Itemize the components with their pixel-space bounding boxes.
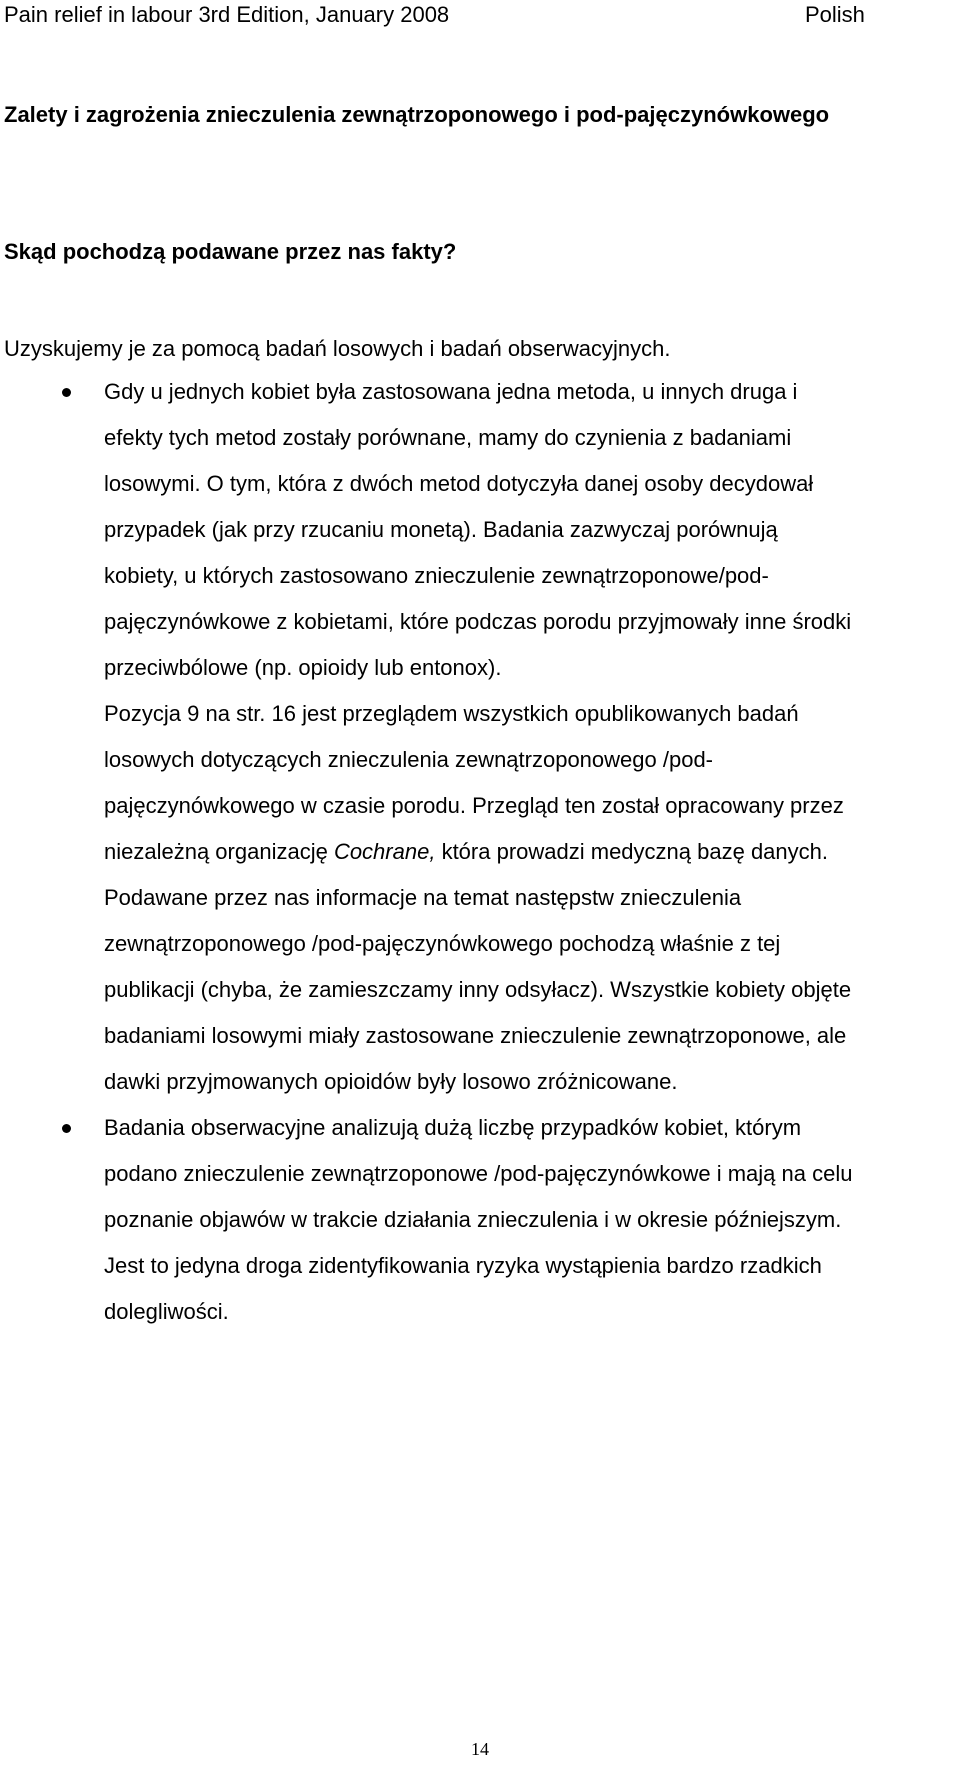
header-title: Pain relief in labour 3rd Edition, January 2008 [4,2,450,27]
list-item-randomized-studies [0,369,856,1105]
observational-studies-paragraph: Badania obserwacyjne analizują dużą liczbę przypadków kobiet, którym podano znieczulenie zewnątrzoponowe /pod-pajęczynówkowe i mają na celu poznanie objawów w trakcie działania znieczulenia i w okresie późniejszym. Jest to jedyna droga zidentyfikowania ryzyka wystąpienia bardzo rzadkich dolegliwości. [104,1115,853,1324]
cochrane-name: Cochrane, [333,839,436,864]
bullet-icon [62,388,71,397]
cochrane-text-before: Pozycja 9 na str. 16 jest przeglądem wszystkich opublikowanych badań losowych dotyczących znieczulenia zewnątrzoponowego /pod-pajęczynówkowego w czasie porodu. Przegląd ten został opracowany przez niezależną organizację [104,701,844,864]
cochrane-review-paragraph [104,691,856,1105]
bullet-list [0,369,960,1335]
randomized-studies-paragraph: Gdy u jednych kobiet była zastosowana jedna metoda, u innych druga i efekty tych metod zostały porównane, mamy do czynienia z badaniami losowymi. O tym, która z dwóch metod dotyczyła danej osoby decydował przypadek (jak przy rzucaniu monetą). Badania zazwyczaj porównują kobiety, u których zastosowano znieczulenie zewnątrzoponowe/pod-pajęczynówkowe z kobietami, które podczas porodu przyjmowały inne środki przeciwbólowe (np. opioidy lub entonox). [104,379,852,680]
header-language: Polish [805,2,865,27]
running-header [0,0,960,30]
cochrane-text-after: która prowadzi medyczną bazę danych. Podawane przez nas informacje na temat następstw znieczulenia zewnątrzoponowego /pod-pajęczynówkowego pochodzą właśnie z tej publikacji (chyba, że zamieszczamy inny odsyłacz). Wszystkie kobiety objęte badaniami losowymi miały zastosowane znieczulenie zewnątrzoponowe, ale dawki przyjmowanych opioidów były losowo zróżnicowane. [104,839,852,1094]
section-subtitle: Skąd pochodzą podawane przez nas fakty? [4,239,457,264]
page-number: 14 [471,1739,489,1759]
section-title: Zalety i zagrożenia znieczulenia zewnątrzoponowego i pod-pajęczynówkowego [4,102,830,127]
intro-paragraph: Uzyskujemy je za pomocą badań losowych i badań obserwacyjnych. [4,336,671,361]
bullet-icon [62,1124,71,1133]
list-item-observational-studies [0,1105,856,1335]
